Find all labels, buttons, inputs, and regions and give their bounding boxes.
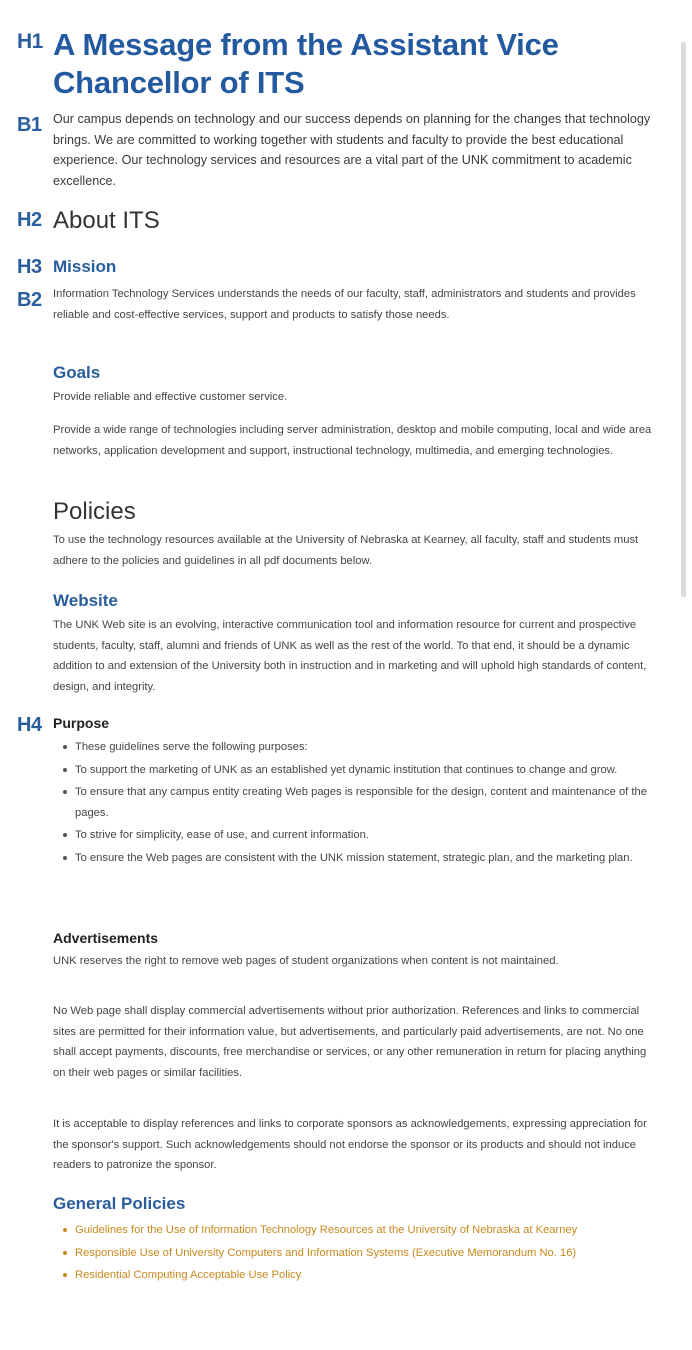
b2-tag: B2: [17, 289, 42, 311]
purpose-heading: Purpose: [53, 715, 110, 731]
b1-tag: B1: [17, 114, 42, 136]
about-heading: About ITS: [53, 207, 160, 234]
policies-heading: Policies: [53, 498, 136, 525]
ads-paragraph-3: It is acceptable to display references and links to corporate sponsors as acknowledgements, expressing appreciation for the sponsor's support. Such acknowledgements should not endorse the sponsor or its products and should not induce readers to patronize the sponsor.: [53, 1118, 647, 1171]
h4-tag: H4: [17, 714, 42, 736]
goals-item-2: Provide a wide range of technologies including server administration, desktop and mobile computing, local and wide area networks, application development and support, instructional technology, multimedia, and emerging technologies.: [53, 424, 652, 457]
link-text[interactable]: Residential Computing Acceptable Use Policy: [75, 1269, 302, 1281]
website-heading: Website: [53, 591, 118, 610]
page-title: A Message from the Assistant Vice Chancellor of ITS: [53, 27, 559, 100]
website-text: The UNK Web site is an evolving, interactive communication tool and information resource for current and prospective students, faculty, staff, alumni and friends of UNK as well as the rest of the world. To that end, it should be a dynamic addition to and extension of the University both in instruction and in marketing and will uphold high standards of content, design, and integrity.: [53, 619, 647, 693]
h1-tag: H1: [17, 30, 43, 53]
mission-heading: Mission: [53, 257, 117, 276]
goals-heading: Goals: [53, 363, 101, 382]
advertisements-heading: Advertisements: [53, 930, 159, 946]
h2-tag: H2: [17, 209, 42, 231]
list-item: To support the marketing of UNK as an established yet dynamic institution that continues to change and grow.: [53, 760, 658, 781]
policies-text: To use the technology resources available at the University of Nebraska at Kearney, all faculty, staff and students must adhere to the policies and guidelines in all pdf documents below.: [53, 534, 639, 567]
list-item: To ensure the Web pages are consistent with the UNK mission statement, strategic plan, and the marketing plan.: [53, 848, 658, 869]
policy-link-residential[interactable]: [53, 1265, 658, 1286]
ads-paragraph-1: UNK reserves the right to remove web pages of student organizations when content is not maintained.: [53, 955, 559, 967]
mission-text: Information Technology Services understands the needs of our faculty, staff, administrators and students and provides reliable and cost-effective services, support and products to satisfy those needs.: [53, 288, 636, 321]
link-text[interactable]: Responsible Use of University Computers and Information Systems (Executive Memorandum No. 16): [75, 1246, 577, 1259]
scrollbar[interactable]: [681, 42, 686, 597]
list-item: These guidelines serve the following purposes:: [53, 737, 658, 758]
general-policies-heading: General Policies: [53, 1194, 186, 1213]
policy-link-guidelines[interactable]: [53, 1220, 658, 1241]
intro-paragraph: Our campus depends on technology and our success depends on planning for the changes that technology brings. We are committed to working together with students and faculty to provide the best educational experience. Our technology services and resources are a vital part of the UNK commitment to academic excellence.: [53, 112, 651, 188]
link-text[interactable]: Guidelines for the Use of Information Technology Resources at the University of Nebraska at Kearney: [75, 1224, 578, 1236]
policy-link-responsible-use[interactable]: [53, 1243, 658, 1264]
list-item: To ensure that any campus entity creating Web pages is responsible for the design, content and maintenance of the pages.: [53, 782, 658, 823]
goals-item-1: Provide reliable and effective customer service.: [53, 391, 288, 403]
list-item: To strive for simplicity, ease of use, and current information.: [53, 825, 658, 846]
ads-paragraph-2: No Web page shall display commercial advertisements without prior authorization. References and links to commercial sites are permitted for their information value, but advertisements, and particularly paid advertisements, are not. No one shall accept payments, discounts, free merchandise or services, or any other remuneration in return for placing anything on their web pages or similar facilities.: [53, 1005, 647, 1079]
purpose-list: [53, 737, 658, 870]
general-policies-list: [53, 1220, 658, 1288]
h3-tag: H3: [17, 256, 42, 278]
